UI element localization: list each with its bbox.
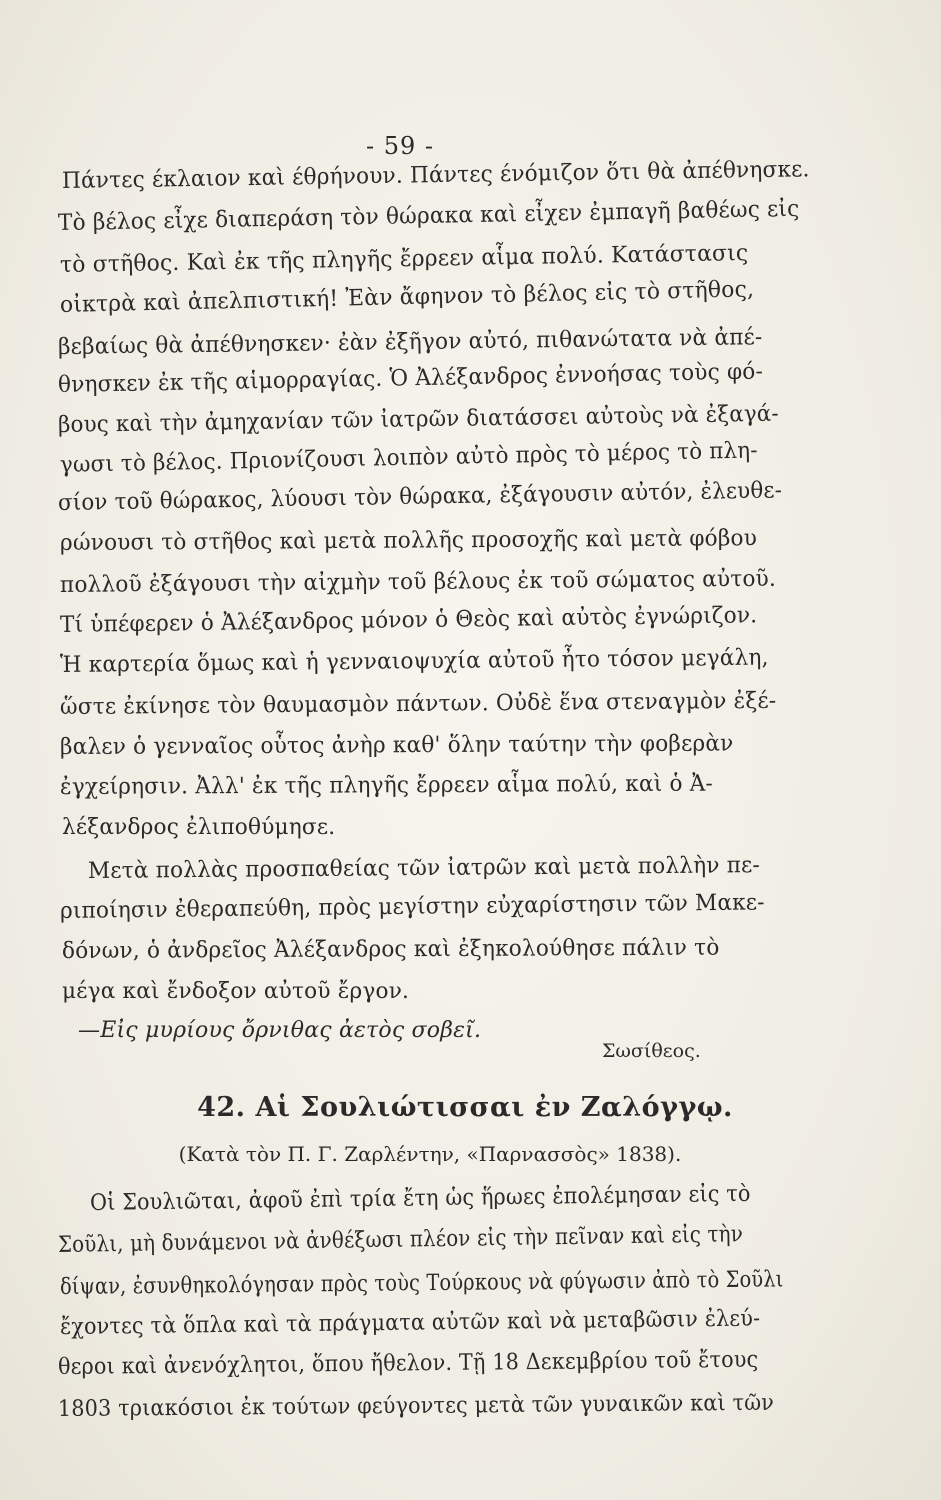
text-line: Τὸ βέλος εἶχε διαπεράση τὸν θώρακα καὶ εἶχεν ἐμπαγῆ βαθέως εἰς bbox=[57, 195, 800, 236]
text-line: ἔχοντες τὰ ὅπλα καὶ τὰ πράγματα αὐτῶν καὶ νὰ μεταβῶσιν ἐλεύ- bbox=[59, 1305, 761, 1340]
text-line: βεβαίως θὰ ἀπέθνησκεν· ἐὰν ἐξῆγον αὐτό, πιθανώτατα νὰ ἀπέ- bbox=[57, 324, 763, 360]
text-line: δίψαν, ἐσυνθηκολόγησαν πρὸς τοὺς Τούρκους νὰ φύγωσιν ἀπὸ τὸ Σοῦλι bbox=[59, 1266, 784, 1300]
text-line: Ἡ καρτερία ὅμως καὶ ἡ γενναιοψυχία αὐτοῦ ἦτο τόσον μεγάλη, bbox=[59, 644, 769, 678]
text-line: γωσι τὸ βέλος. Πριονίζουσι λοιπὸν αὐτὸ πρὸς τὸ μέρος τὸ πλη- bbox=[59, 437, 758, 478]
section-source: (Κατὰ τὸν Π. Γ. Ζαρλέντην, «Παρνασσὸς» 1838). bbox=[178, 1142, 682, 1166]
text-line: πολλοῦ ἐξάγουσι τὴν αἰχμὴν τοῦ βέλους ἐκ τοῦ σώματος αὐτοῦ. bbox=[59, 565, 777, 598]
text-line: βους καὶ τὴν ἀμηχανίαν τῶν ἰατρῶν διατάσσει αὐτοὺς νὰ ἐξαγά- bbox=[57, 400, 780, 438]
text-line: Οἱ Σουλιῶται, ἀφοῦ ἐπὶ τρία ἔτη ὡς ἥρωες ἐπολέμησαν εἰς τὸ bbox=[89, 1180, 751, 1216]
text-line: ριποίησιν ἐθεραπεύθη, πρὸς μεγίστην εὐχαρίστησιν τῶν Μακε- bbox=[59, 889, 765, 924]
text-line: οἰκτρὰ καὶ ἀπελπιστική! Ἐὰν ἄφηνον τὸ βέλος εἰς τὸ στῆθος, bbox=[59, 276, 755, 318]
text-line: 1803 τριακόσιοι ἐκ τούτων φεύγοντες μετὰ τῶν γυναικῶν καὶ τῶν bbox=[57, 1389, 775, 1422]
text-line: ἐγχείρησιν. Ἀλλ' ἐκ τῆς πληγῆς ἔρρεεν αἷμα πολύ, καὶ ὁ Ἀ- bbox=[59, 770, 714, 800]
text-line: θνησκεν ἐκ τῆς αἱμορραγίας. Ὁ Ἀλέξανδρος ἐννοήσας τοὺς φό- bbox=[57, 358, 764, 398]
text-line: βαλεν ὁ γενναῖος οὗτος ἀνὴρ καθ' ὅλην ταύτην τὴν φοβερὰν bbox=[59, 730, 734, 760]
text-line: μέγα καὶ ἔνδοξον αὐτοῦ ἔργον. bbox=[62, 978, 410, 1004]
text-line: θεροι καὶ ἀνενόχλητοι, ὅπου ἤθελον. Τῇ 18 Δεκεμβρίου τοῦ ἔτους bbox=[57, 1346, 759, 1380]
text-line: Πάντες έκλαιον καὶ έθρήνουν. Πάντες ένόμιζον ὅτι θὰ ἀπέθνησκε. bbox=[61, 156, 810, 194]
text-line: τὸ στῆθος. Καὶ ἐκ τῆς πληγῆς ἔρρεεν αἷμα πολύ. Κατάστασις bbox=[59, 239, 749, 278]
text-line: σίον τοῦ θώρακος, λύουσι τὸν θώρακα, ἐξάγουσιν αὐτόν, ἐλευθε- bbox=[57, 477, 783, 516]
section-heading: 42. Αἱ Σουλιώτισσαι ἐν Ζαλόγγῳ. bbox=[197, 1092, 733, 1123]
text-line: Σοῦλι, μὴ δυνάμενοι νὰ ἀνθέξωσι πλέον εἰς τὴν πεῖναν καὶ εἰς τὴν bbox=[57, 1221, 744, 1258]
text-line: δόνων, ὁ ἀνδρεῖος Ἀλέξανδρος καὶ ἐξηκολούθησε πάλιν τὸ bbox=[61, 934, 720, 964]
text-line: ρώνουσι τὸ στῆθος καὶ μετὰ πολλῆς προσοχῆς καὶ μετὰ φόβου bbox=[59, 525, 758, 556]
proverb: —Εἰς μυρίους ὄρνιθας ἀετὸς σοβεῖ. bbox=[78, 1018, 482, 1043]
text-line: Τί ὑπέφερεν ὁ Ἀλέξανδρος μόνον ὁ Θεὸς καὶ αὐτὸς ἐγνώριζον. bbox=[59, 602, 758, 638]
page-number: - 59 - bbox=[365, 132, 434, 160]
author-signature: Σωσίθεος. bbox=[602, 1040, 701, 1062]
text-line: Μετὰ πολλὰς προσπαθείας τῶν ἰατρῶν καὶ μετὰ πολλὴν πε- bbox=[87, 852, 761, 884]
text-line: λέξανδρος ἐλιποθύμησε. bbox=[62, 814, 336, 840]
text-line: ὥστε ἐκίνησε τὸν θαυμασμὸν πάντων. Οὐδὲ ἕνα στεναγμὸν ἐξέ- bbox=[59, 687, 777, 720]
